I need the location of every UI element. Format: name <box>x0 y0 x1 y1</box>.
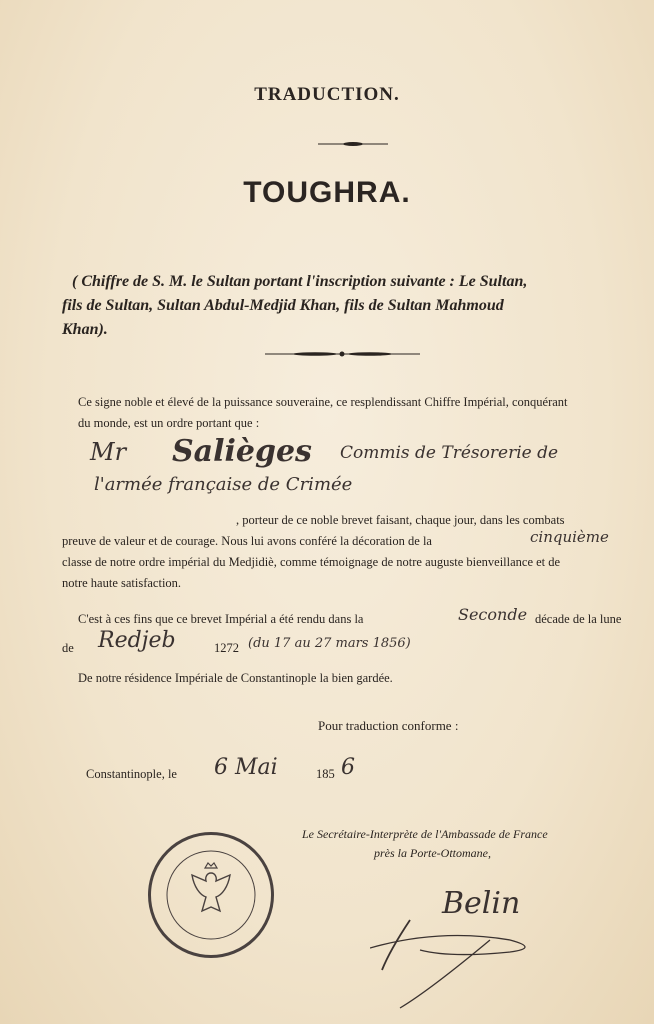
handwritten-role-2: l'armée française de Crimée <box>94 474 353 495</box>
handwritten-role-1: Commis de Trésorerie de <box>340 443 559 463</box>
para1-line-2: du monde, est un ordre portant que : <box>78 416 260 430</box>
handwritten-name: Salièges <box>172 434 312 469</box>
para1-line-1: Ce signe noble et élevé de la puissance souveraine, ce resplendissant Chiffre Impérial, conquérant <box>78 395 568 409</box>
para2-line-2: preuve de valeur et de courage. Nous lui avons conféré la décoration de la <box>62 534 432 548</box>
handwritten-year-digit: 6 <box>341 755 355 780</box>
handwritten-class: cinquième <box>530 528 609 546</box>
signature: Belin <box>442 886 521 921</box>
handwritten-month: Redjeb <box>98 628 176 653</box>
year-prefix: 185 <box>316 767 335 781</box>
para2-line-4: notre haute satisfaction. <box>62 576 182 590</box>
conforme: Pour traduction conforme : <box>318 718 459 733</box>
heading: TRADUCTION. <box>254 84 400 105</box>
subtitle-line-3: Khan). <box>62 321 108 338</box>
ornament-rule-1 <box>318 140 388 148</box>
subtitle-line-2: fils de Sultan, Sultan Abdul-Medjid Khan, fils de Sultan Mahmoud <box>62 297 504 314</box>
para2-line-1: , porteur de ce noble brevet faisant, chaque jour, dans les combats <box>236 513 565 527</box>
signatory-line-2: près la Porte-Ottomane, <box>374 846 491 860</box>
embassy-seal <box>148 832 274 958</box>
para3-text-b: décade de la lune <box>535 612 622 626</box>
para2-line-3: classe de notre ordre impérial du Medjidiè, comme témoignage de notre auguste bienveillance et de <box>62 555 561 569</box>
ornament-rule-2 <box>265 350 420 358</box>
para4: De notre résidence Impériale de Constantinople la bien gardée. <box>78 671 393 685</box>
place: Constantinople, le <box>86 767 177 781</box>
para3-text-a: C'est à ces fins que ce brevet Impérial a été rendu dans la <box>78 612 364 626</box>
title: TOUGHRA. <box>243 176 411 209</box>
handwritten-decade: Seconde <box>458 605 528 624</box>
signature-flourish <box>370 900 550 1010</box>
subtitle-line-1: ( Chiffre de S. M. le Sultan portant l'inscription suivante : Le Sultan, <box>72 273 528 290</box>
handwritten-name-prefix: Mr <box>90 438 127 466</box>
signatory-line-1: Le Secrétaire-Interprète de l'Ambassade de France <box>302 827 548 841</box>
handwritten-date-note: (du 17 au 27 mars 1856) <box>248 636 411 651</box>
seal-eagle-icon <box>151 835 271 955</box>
para3-de: de <box>62 641 74 655</box>
para3-year: 1272 <box>214 641 239 655</box>
handwritten-day: 6 Mai <box>214 755 278 780</box>
